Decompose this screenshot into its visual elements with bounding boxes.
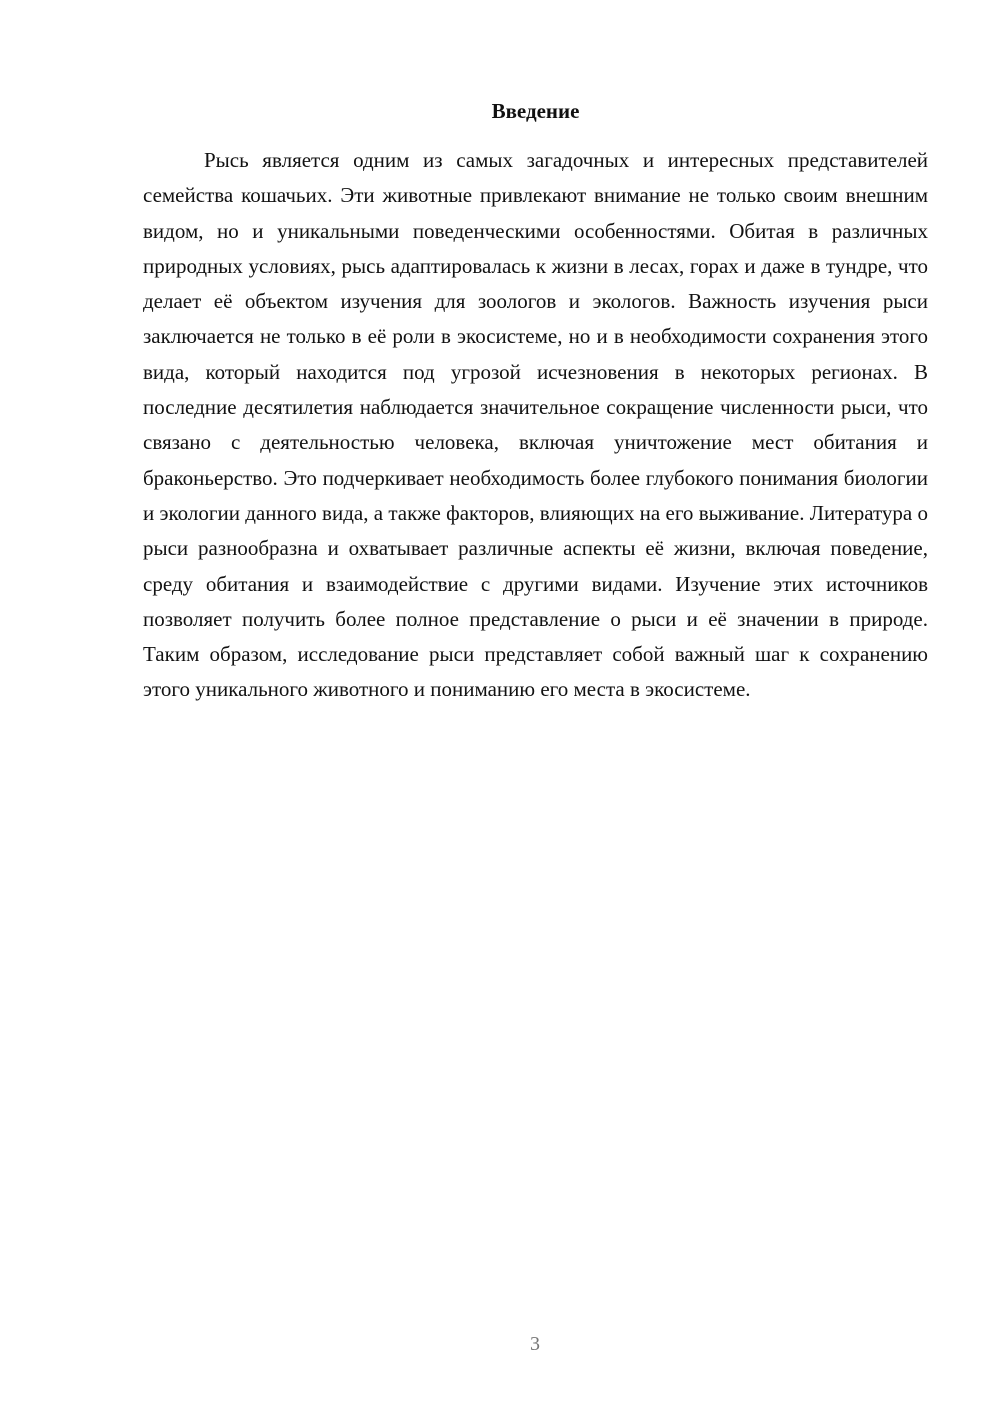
page-number: 3 (530, 1333, 540, 1355)
body-paragraph: Рысь является одним из самых загадочных и интересных представителей семейства кошачьих. Эти животные привлекают внимание не только своим внешним видом, но и уникальными поведенческими особенностями. Обитая в различных природных условиях, рысь адаптировалась к жизни в лесах, горах и даже в тундре, что делает её объектом изучения для зоологов и экологов. Важность изучения рыси заключается не только в её роли в экосистеме, но и в необходимости сохранения этого вида, который находится под угрозой исчезновения в некоторых регионах. В последние десятилетия наблюдается значительное сокращение численности рыси, что связано с деятельностью человека, включая уничтожение мест обитания и браконьерство. Это подчеркивает необходимость более глубокого понимания биологии и экологии данного вида, а также факторов, влияющих на его выживание. Литература о рыси разнообразна и охватывает различные аспекты её жизни, включая поведение, среду обитания и взаимодействие с другими видами. Изучение этих источников позволяет получить более полное представление о рыси и её значении в природе. Таким образом, исследование рыси представляет собой важный шаг к сохранению этого уникального животного и пониманию его места в экосистеме. (143, 148, 928, 702)
section-heading: Введение (491, 99, 580, 123)
